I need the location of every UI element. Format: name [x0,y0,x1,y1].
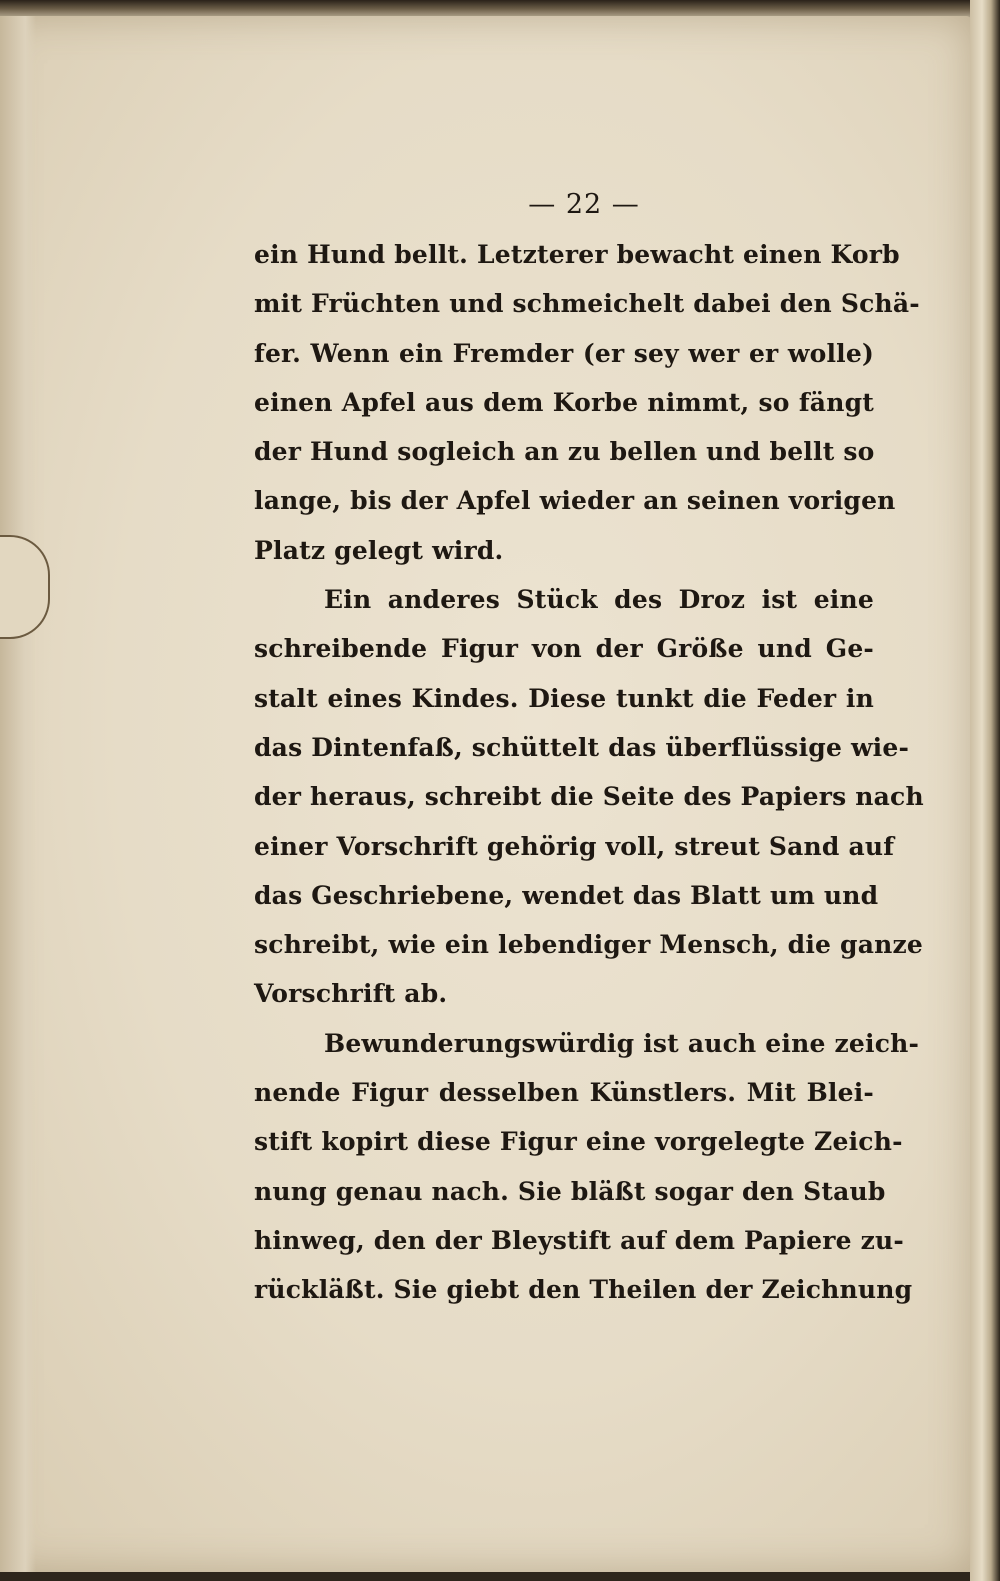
text-line: nung genau nach. Sie bläßt sogar den Staub [254,1176,886,1206]
text-line: lange, bis der Apfel wieder an seinen vorigen [254,486,896,516]
text-line: einer Vorschrift gehörig voll, streut Sand auf [254,831,895,861]
text-line: der heraus, schreibt die Seite des Papiers nach [254,782,924,812]
text-line: rückläßt. Sie giebt den Theilen der Zeichnung [254,1275,913,1305]
text-line: das Geschriebene, wendet das Blatt um und [254,880,879,910]
page-gutter [0,16,36,1572]
book-right-edge [970,0,1000,1581]
text-line: einen Apfel aus dem Korbe nimmt, so fängt [254,387,874,417]
text-line: mit Früchten und schmeichelt dabei den Schä- [254,289,920,319]
text-line: der Hund sogleich an zu bellen und bellt so [254,437,875,467]
text-line: das Dintenfaß, schüttelt das überflüssige wie- [254,732,910,762]
text-line: Vorschrift ab. [254,979,448,1009]
page-number: — 22 — [528,189,640,220]
text-line: Ein anderes Stück des Droz ist eine [324,585,874,615]
text-line: nende Figur desselben Künstlers. Mit Blei- [254,1078,874,1108]
text-line: ein Hund bellt. Letzterer bewacht einen Korb [254,240,900,269]
text-line: stift kopirt diese Figur eine vorgelegte Zeich- [254,1127,903,1157]
text-block [254,180,924,1315]
text-line: Bewunderungswürdig ist auch eine zeich- [324,1028,920,1058]
text-line: schreibende Figur von der Größe und Ge- [254,634,874,664]
text-line: fer. Wenn ein Fremder (er sey wer er wolle) [254,338,874,368]
text-line: stalt eines Kindes. Diese tunkt die Feder in [254,683,874,713]
text-line: Platz gelegt wird. [254,535,504,565]
text-line: hinweg, den der Bleystift auf dem Papiere zu- [254,1225,904,1255]
text-line: schreibt, wie ein lebendiger Mensch, die ganze [254,930,923,960]
